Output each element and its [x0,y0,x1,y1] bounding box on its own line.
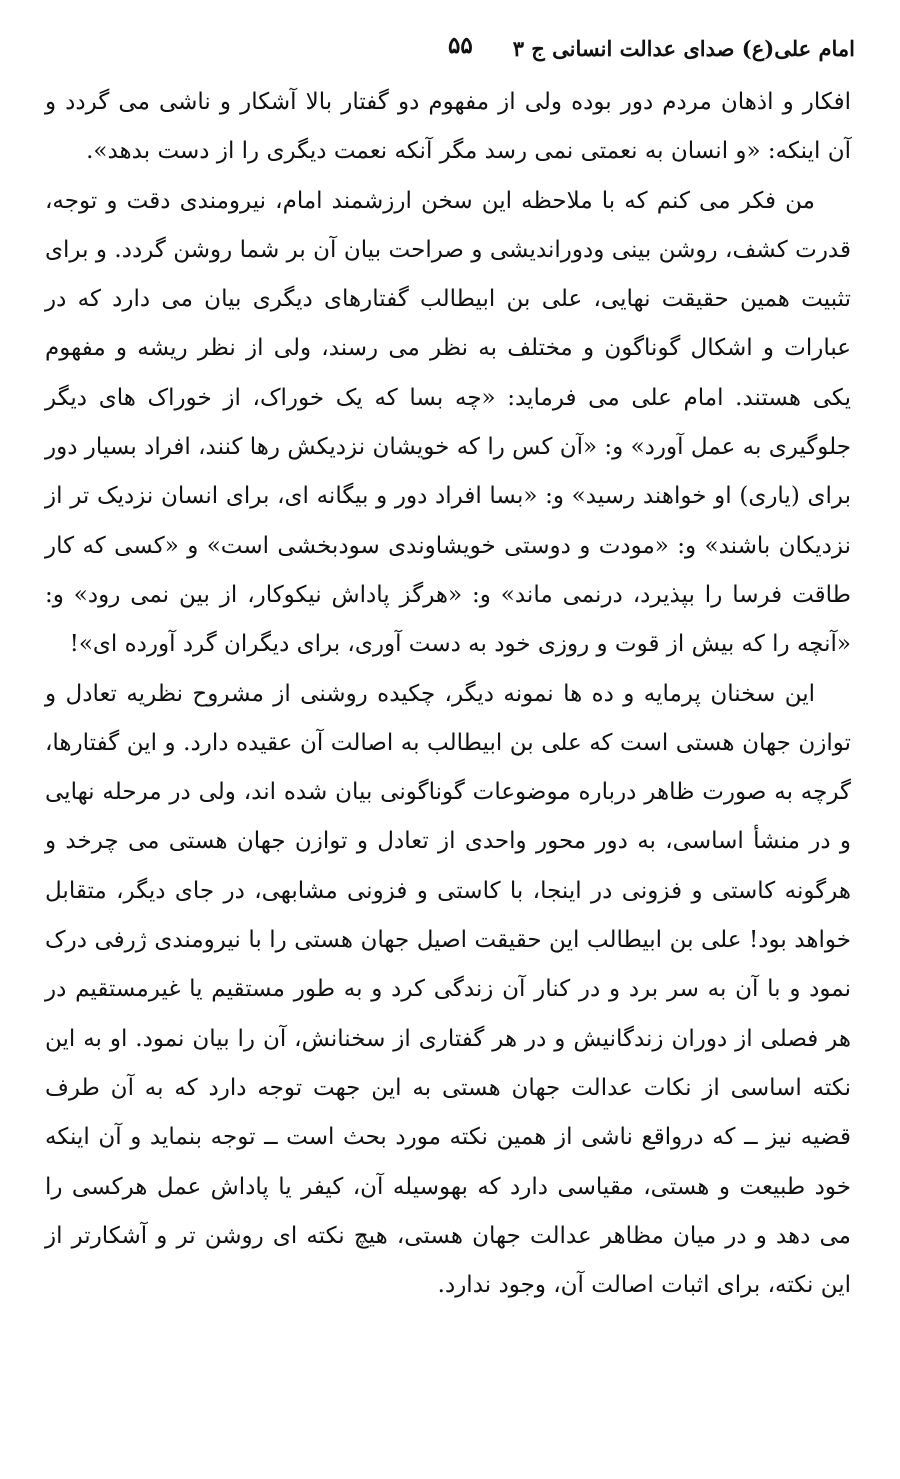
page-header [40,30,855,70]
book-title: امام علی(ع) صدای عدالت انسانی ج ۳ [512,36,855,61]
paragraph: افکار و اذهان مردم دور بوده ولی از مفهوم دو گفتار بالا آشکار و ناشی می گردد و آن اینکه: «و انسان به نعمتی نمی رسد مگر آنکه نعمت دیگری را از دست بدهد». [45,89,851,165]
paragraph: این سخنان پرمایه و ده ها نمونه دیگر، چکیده روشنی از مشروح نظریه تعادل و توازن جهان هستی است که علی بن ابیطالب به اصالت آن عقیده دارد. و این گفتارها، گرچه به صورت ظاهر درباره موضوعات گوناگونی بیان شده اند، ولی در مرحله نهایی و در منشأ اساسی، به دور محور واحدی از تعادل و توازن جهان هستی می چرخد و هرگونه کاستی و فزونی در اینجا، با کاستی و فزونی مشابهی، در جای دیگر، متقابل خواهد بود! علی بن ابیطالب این حقیقت اصیل جهان هستی را با نیرومندی ژرفی درک نمود و با آن به سر برد و در کنار آن زندگی کرد و به طور مستقیم یا غیرمستقیم در هر فصلی از دوران زندگانیش و در هر گفتاری از سخنانش، آن را بیان نمود. او به این نکته اساسی از نکات عدالت جهان هستی به این جهت توجه دارد که به آن طرف قضیه نیز ــ که درواقع ناشی از همین نکته مورد بحث است ــ توجه بنماید و آن اینکه خود طبیعت و هستی، مقیاسی دارد که بهوسیله آن، کیفر یا پاداش عمل هرکسی را می دهد و در میان مظاهر عدالت جهان هستی، هیچ نکته ای روشن تر و آشکارتر از این نکته، برای اثبات اصالت آن، وجود ندارد. [45,680,851,1299]
body-text [45,78,851,1310]
paragraph: من فکر می کنم که با ملاحظه این سخن ارزشمند امام، نیرومندی دقت و توجه، قدرت کشف، روشن بینی ودوراندیشی و صراحت بیان آن بر شما روشن گردد. و برای تثبیت همین حقیقت نهایی، علی بن ابیطالب گفتارهای دیگری بیان می دارد که در عبارات و اشکال گوناگون و مختلف به نظر می رسند، ولی از نظر ریشه و مفهوم یکی هستند. امام علی می فرماید: «چه بسا که یک خوراک، از خوراک های دیگر جلوگیری به عمل آورد» و: «آن کس را که خویشان نزدیکش رها کنند، افراد بسیار دور برای (یاری) او خواهند رسید» و: «بسا افراد دور و بیگانه ای، برای انسان نزدیک تر از نزدیکان باشند» و: «مودت و دوستی خویشاوندی سودبخشی است» و «کسی که کار طاقت فرسا را بپذیرد، درنمی ماند» و: «هرگز پاداش نیکوکار، از بین نمی رود» و: «آنچه را که بیش از قوت و روزی خود به دست آوری، برای دیگران گرد آورده ای»! [45,187,851,658]
page-number: ۵۵ [448,32,473,59]
